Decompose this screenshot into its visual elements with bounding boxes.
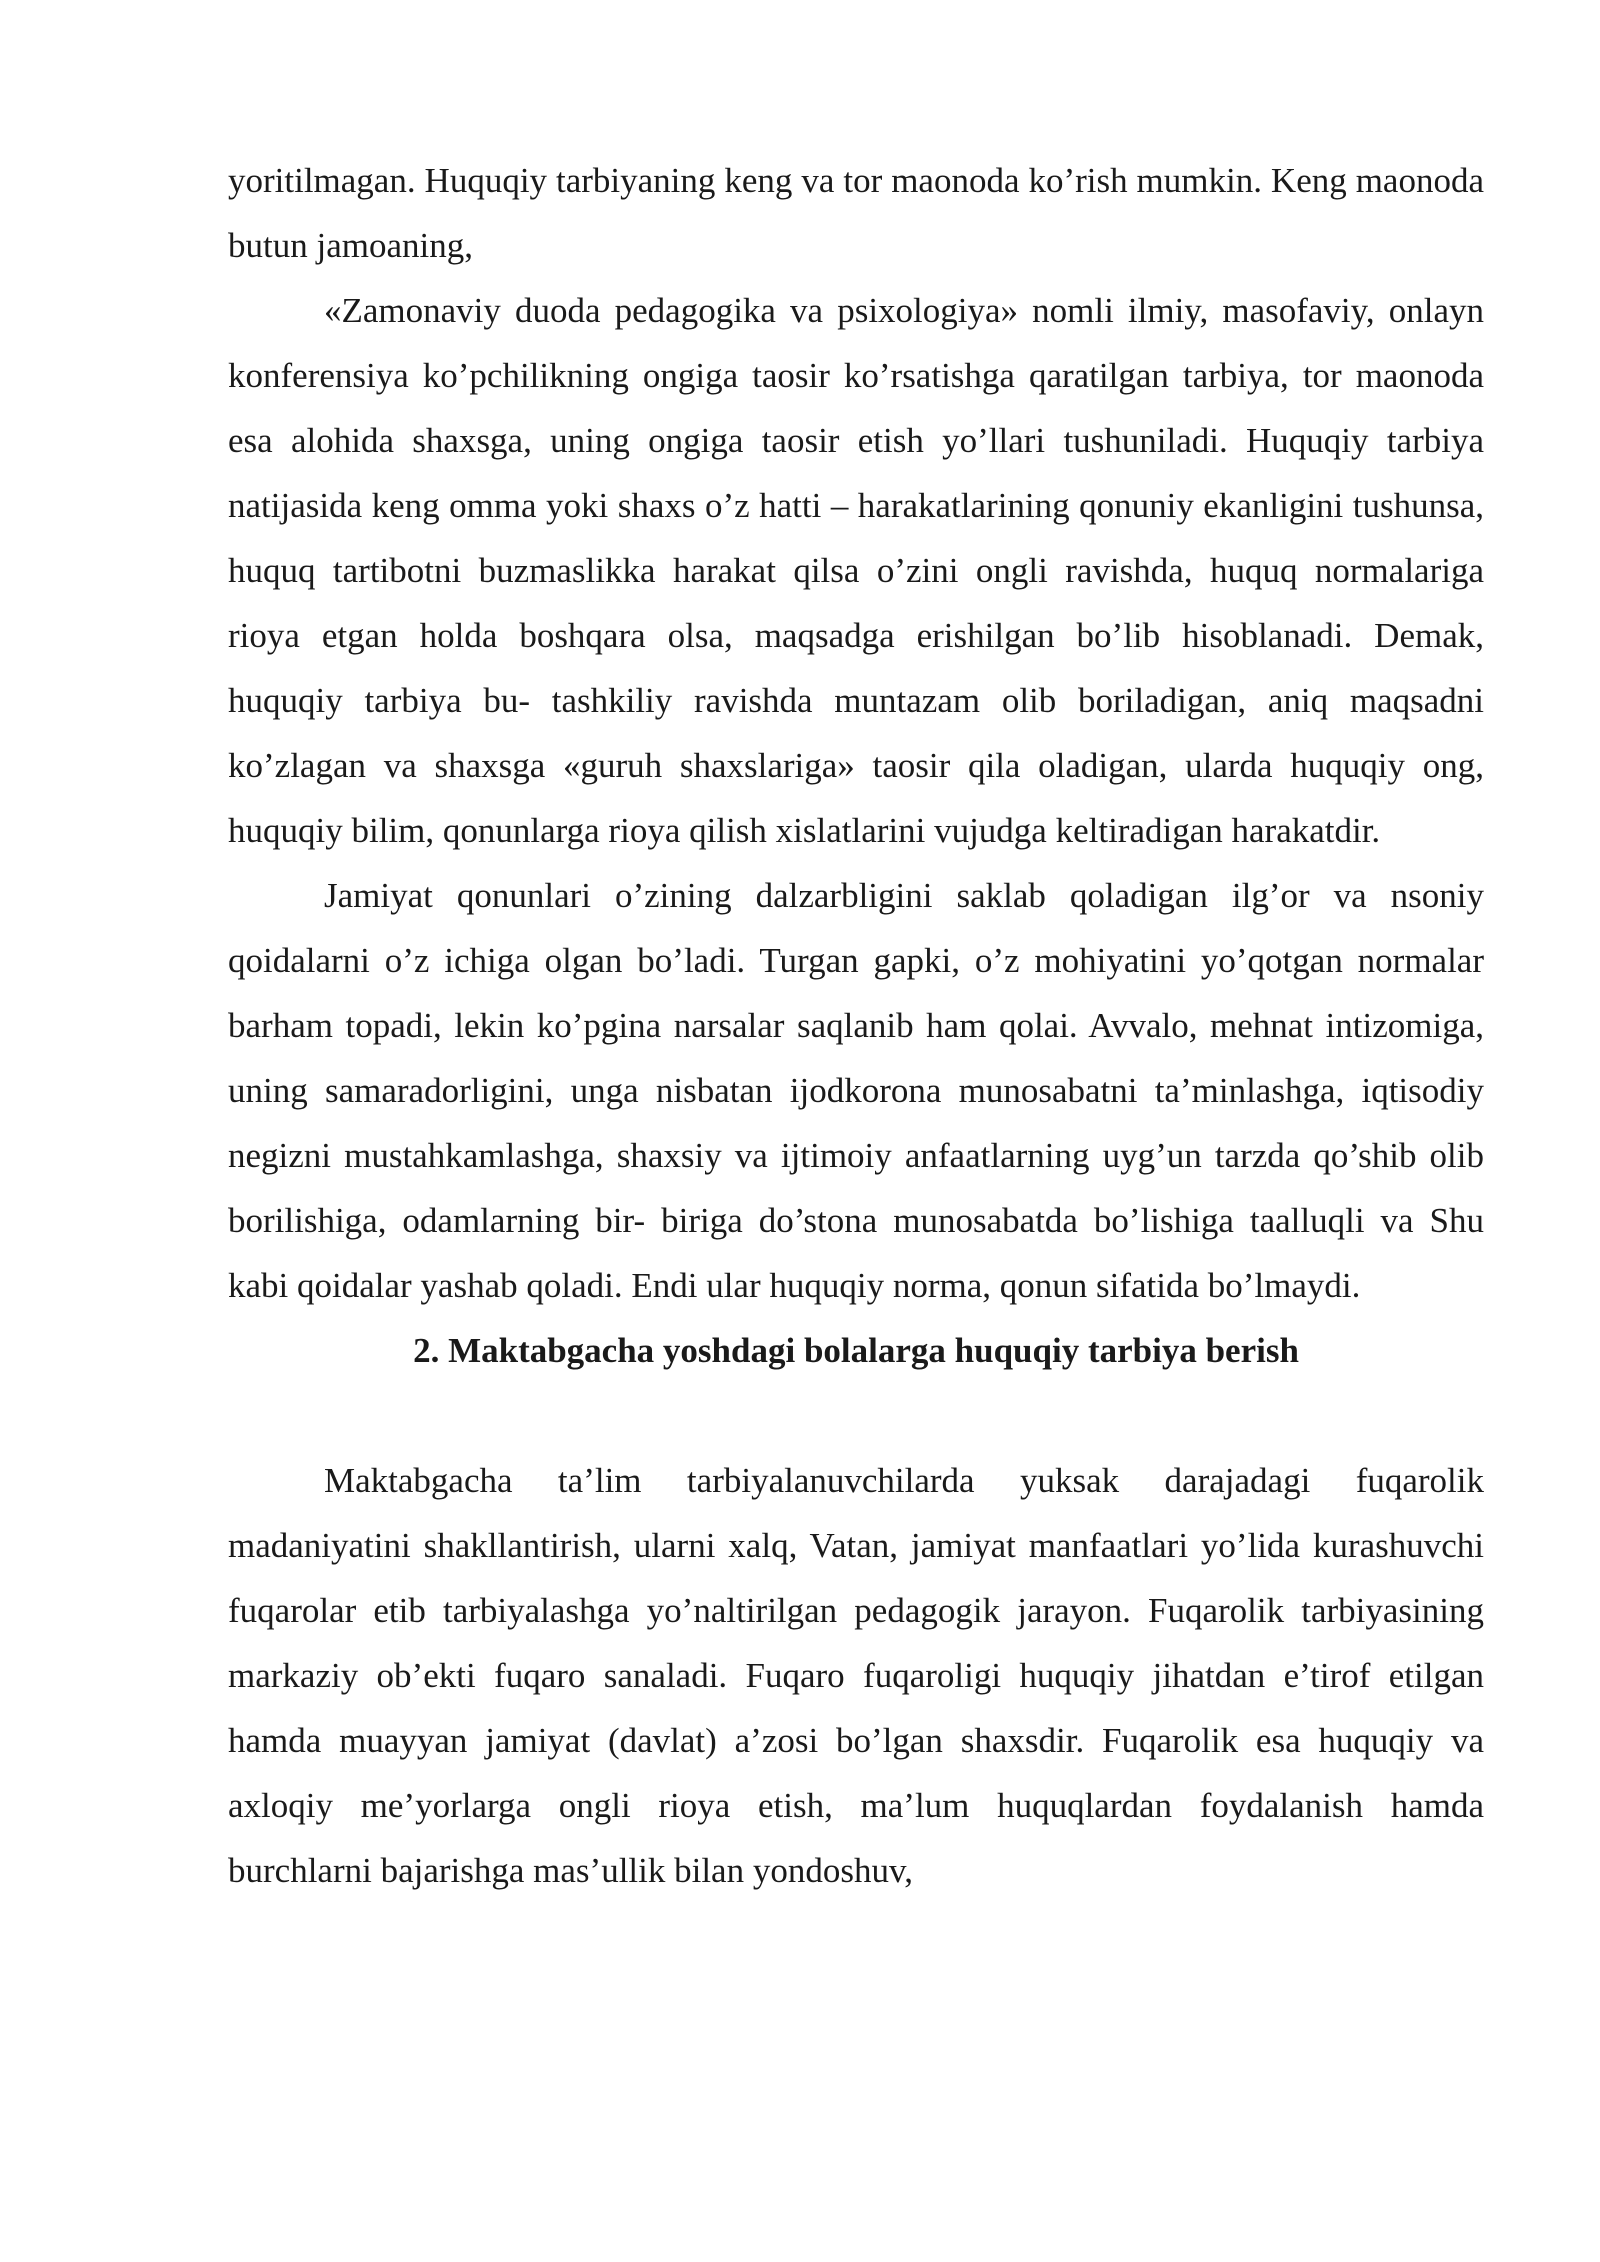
- page-body: [228, 148, 1484, 1903]
- paragraph-society-laws: Jamiyat qonunlari o’zining dalzarbligini saklab qoladigan ilg’or va nsoniy qoidalarni o’z ichiga olgan bo’ladi. Turgan gapki, o’z mohiyatini yo’qotgan normalar barham topadi, lekin ko’pgina narsalar saqlanib ham qolai. Avvalo, mehnat intizomiga, uning samaradorligini, unga nisbatan ijodkorona munosabatni ta’minlashga, iqtisodiy negizni mustahkamlashga, shaxsiy va ijtimoiy anfaatlarning uyg’un tarzda qo’shib olib borilishiga, odamlarning bir- biriga do’stona munosabatda bo’lishiga taalluqli va Shu kabi qoidalar yashab qoladi. Endi ular huquqiy norma, qonun sifatida bo’lmaydi.: [228, 876, 1484, 1305]
- spacer: [228, 1383, 1484, 1448]
- paragraph-conference: «Zamonaviy duoda pedagogika va psixologiya» nomli ilmiy, masofaviy, onlayn konferensiya ko’pchilikning ongiga taosir ko’rsatishga qaratilgan tarbiya, tor maonoda esa alohida shaxsga, uning ongiga taosir etish yo’llari tushuniladi. Huquqiy tarbiya natijasida keng omma yoki shaxs o’z hatti – harakatlarining qonuniy ekanligini tushunsa, huquq tartibotni buzmaslikka harakat qilsa o’zini ongli ravishda, huquq normalariga rioya etgan holda boshqara olsa, maqsadga erishilgan bo’lib hisoblanadi. Demak, huquqiy tarbiya bu- tashkiliy ravishda muntazam olib boriladigan, aniq maqsadni ko’zlagan va shaxsga «guruh shaxslariga» taosir qila oladigan, ularda huquqiy ong, huquqiy bilim, qonunlarga rioya qilish xislatlarini vujudga keltiradigan harakatdir.: [228, 291, 1484, 850]
- section-heading: 2. Maktabgacha yoshdagi bolalarga huquqiy tarbiya berish: [413, 1331, 1299, 1370]
- paragraph-preschool: Maktabgacha ta’lim tarbiyalanuvchilarda yuksak darajadagi fuqarolik madaniyatini shakllantirish, ularni xalq, Vatan, jamiyat manfaatlari yo’lida kurashuvchi fuqarolar etib tarbiyalashga yo’naltirilgan pedagogik jarayon. Fuqarolik tarbiyasining markaziy ob’ekti fuqaro sanaladi. Fuqaro fuqaroligi huquqiy jihatdan e’tirof etilgan hamda muayyan jamiyat (davlat) a’zosi bo’lgan shaxsdir. Fuqarolik esa huquqiy va axloqiy me’yorlarga ongli rioya etish, ma’lum huquqlardan foydalanish hamda burchlarni bajarishga mas’ullik bilan yondoshuv,: [228, 1461, 1484, 1890]
- paragraph-continuation: yoritilmagan. Huquqiy tarbiyaning keng va tor maonoda ko’rish mumkin. Keng maonoda butun jamoaning,: [228, 161, 1484, 265]
